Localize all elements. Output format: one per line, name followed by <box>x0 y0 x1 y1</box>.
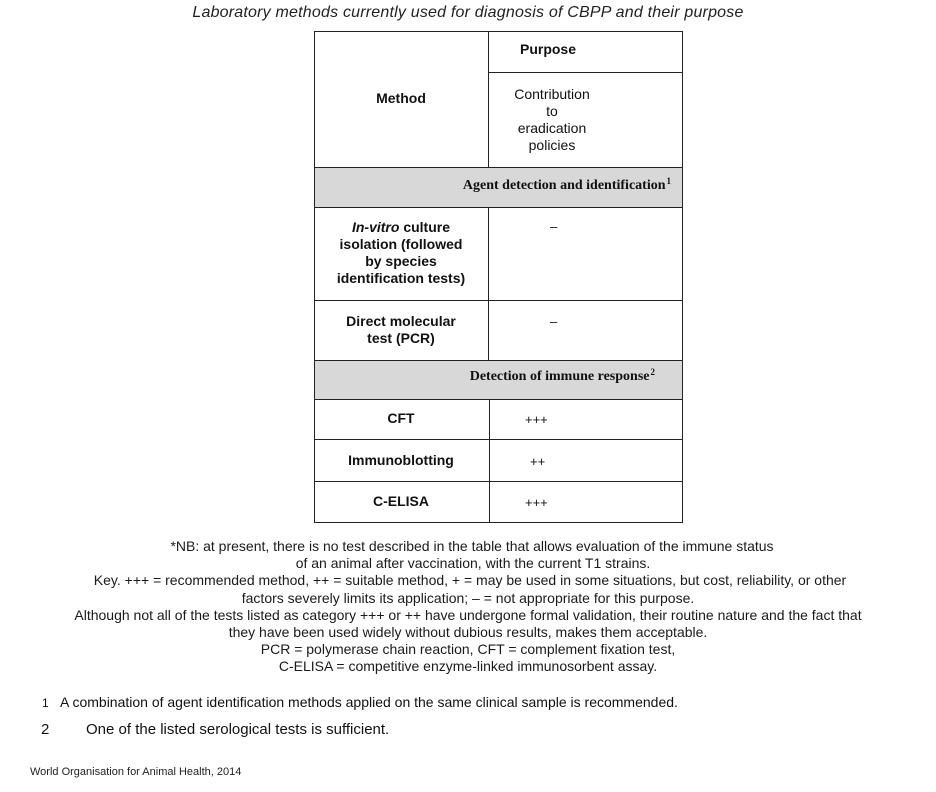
method-cft: CFT <box>387 410 415 426</box>
note-line: *NB: at present, there is no test described in the table that allows evaluation of the immune status <box>170 538 774 554</box>
header-purpose: Purpose <box>519 41 576 57</box>
row-divider-3 <box>314 481 683 482</box>
note-line: factors severely limits its application; – = not appropriate for this purpose. <box>241 589 695 606</box>
note-line: Although not all of the tests listed as category +++ or ++ have undergone formal validation, their routine nature and the fact that <box>74 606 862 623</box>
purpose-underline <box>488 72 683 73</box>
section2-divider <box>489 399 490 523</box>
value-invitro-culture: – <box>550 219 558 234</box>
diagnosis-table <box>314 31 683 523</box>
footnote-2-text: One of the listed serological tests is sufficient. <box>86 721 390 738</box>
footnote-1-number: 1 <box>42 696 49 710</box>
table-caption: Laboratory methods currently used for diagnosis of CBPP and their purpose <box>192 4 744 21</box>
footnote-1-text: A combination of agent identification methods applied on the same clinical sample is recommended. <box>60 694 678 710</box>
footnote-1 <box>42 694 678 710</box>
section-label-agent: Agent detection and identification$^1$ <box>462 176 671 193</box>
section-label-immune: Detection of immune response$^2$ <box>469 367 655 384</box>
method-immunoblotting: Immunoblotting <box>348 452 454 468</box>
note-line: they have been used widely without dubious results, makes them acceptable. <box>228 624 708 641</box>
table-notes <box>0 538 936 676</box>
header-method: Method <box>376 90 426 106</box>
table-bottom-border <box>314 522 683 523</box>
row-divider-1 <box>314 300 683 301</box>
section1-divider <box>488 207 489 360</box>
method-celisa: C-ELISA <box>373 493 429 509</box>
section2-top <box>314 360 683 361</box>
value-celisa: +++ <box>525 495 548 510</box>
header-bottom <box>314 167 683 168</box>
table-top-border <box>314 31 683 32</box>
row-divider-2 <box>314 439 683 440</box>
method-pcr: Direct molecular test (PCR) <box>346 313 456 346</box>
method-invitro-culture: In-vitro culture isolation (followed by species identification tests) <box>336 219 466 286</box>
footnote-2 <box>41 721 389 738</box>
purpose-column-label: Contribution to eradication policies <box>514 86 590 153</box>
section1-bottom <box>314 207 683 208</box>
note-line: of an animal after vaccination, with the current T1 strains. <box>295 555 651 572</box>
section2-bottom <box>314 399 683 400</box>
value-immunoblotting: ++ <box>530 454 546 469</box>
footnote-2-number: 2 <box>41 721 50 738</box>
page-footer: World Organisation for Animal Health, 2014 <box>30 766 242 778</box>
note-line: C-ELISA = competitive enzyme-linked immunosorbent assay. <box>278 658 658 675</box>
note-line: PCR = polymerase chain reaction, CFT = complement fixation test, <box>260 641 676 658</box>
value-cft: +++ <box>525 412 548 427</box>
value-pcr: – <box>550 314 558 329</box>
note-line: Key. +++ = recommended method, ++ = suitable method, + = may be used in some situations, but cost, reliability, or other <box>93 572 847 589</box>
table-right-border <box>682 31 683 523</box>
